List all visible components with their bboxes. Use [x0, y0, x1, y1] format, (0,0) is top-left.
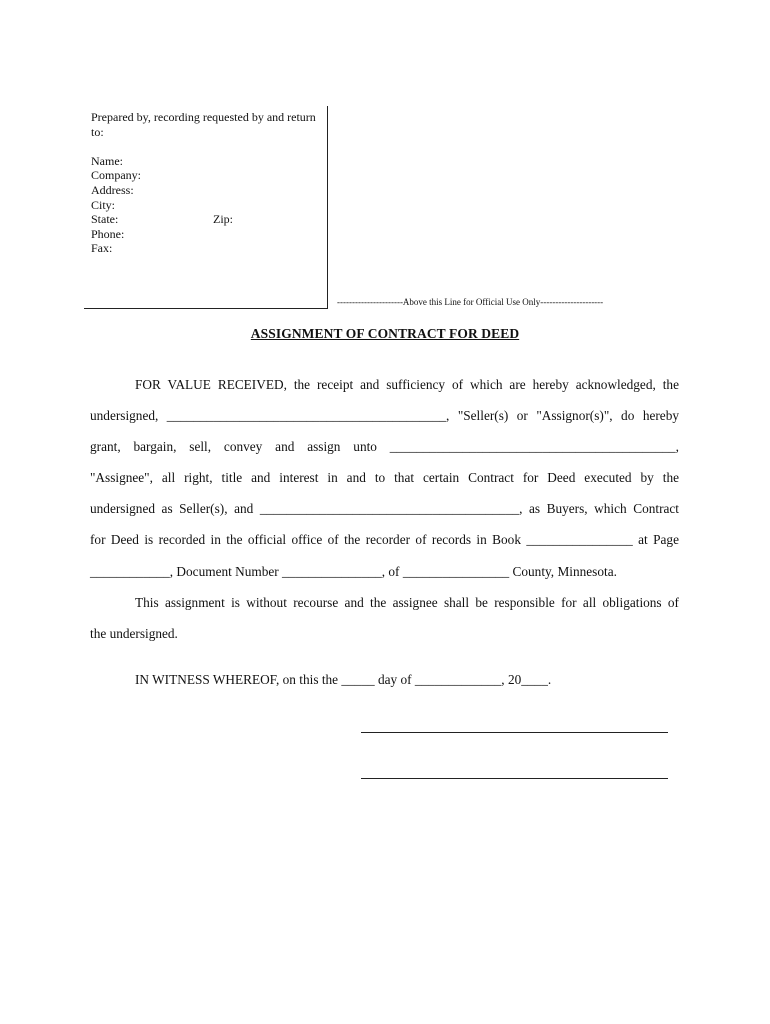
body-line: the undersigned.: [90, 626, 178, 641]
name-label: Name:: [91, 153, 123, 168]
signature-line: [361, 778, 668, 779]
witness-clause: IN WITNESS WHEREOF, on this the _____ day of _____________, 20____.: [135, 672, 552, 687]
signature-line: [361, 732, 668, 733]
body-line: undersigned, __________________________________________, "Seller(s) or "Assignor(s)", do hereby: [90, 408, 679, 423]
body-line: "Assignee", all right, title and interest in and to that certain Contract for Deed executed by the: [90, 470, 679, 485]
body-line: ____________, Document Number _______________, of ________________ County, Minnesota.: [90, 564, 617, 579]
body-line: undersigned as Seller(s), and _______________________________________, as Buyers, which Contract: [90, 501, 679, 516]
recording-fields: [91, 154, 316, 256]
body-line: This assignment is without recourse and the assignee shall be responsible for all obligations of: [135, 595, 679, 610]
zip-label: Zip:: [213, 212, 233, 227]
body-line: grant, bargain, sell, convey and assign unto ___________________________________________,: [90, 439, 679, 454]
document-title: ASSIGNMENT OF CONTRACT FOR DEED: [250, 326, 520, 341]
city-label: City:: [91, 197, 116, 212]
body-line: FOR VALUE RECEIVED, the receipt and sufficiency of which are hereby acknowledged, the: [135, 377, 679, 392]
state-label: State:: [91, 212, 119, 227]
recording-intro: Prepared by, recording requested by and return to:: [91, 110, 316, 139]
official-use-line: ----------------------Above this Line for Official Use Only---------------------: [337, 297, 604, 307]
state-zip-row: [91, 212, 316, 227]
recording-info-box: [84, 106, 328, 309]
fax-label: Fax:: [91, 241, 113, 256]
address-label: Address:: [91, 182, 134, 197]
company-label: Company:: [91, 168, 141, 183]
body-line: for Deed is recorded in the official office of the recorder of records in Book ________________ at Page: [90, 532, 679, 547]
recording-info-text: [91, 110, 316, 256]
phone-label: Phone:: [91, 226, 125, 241]
